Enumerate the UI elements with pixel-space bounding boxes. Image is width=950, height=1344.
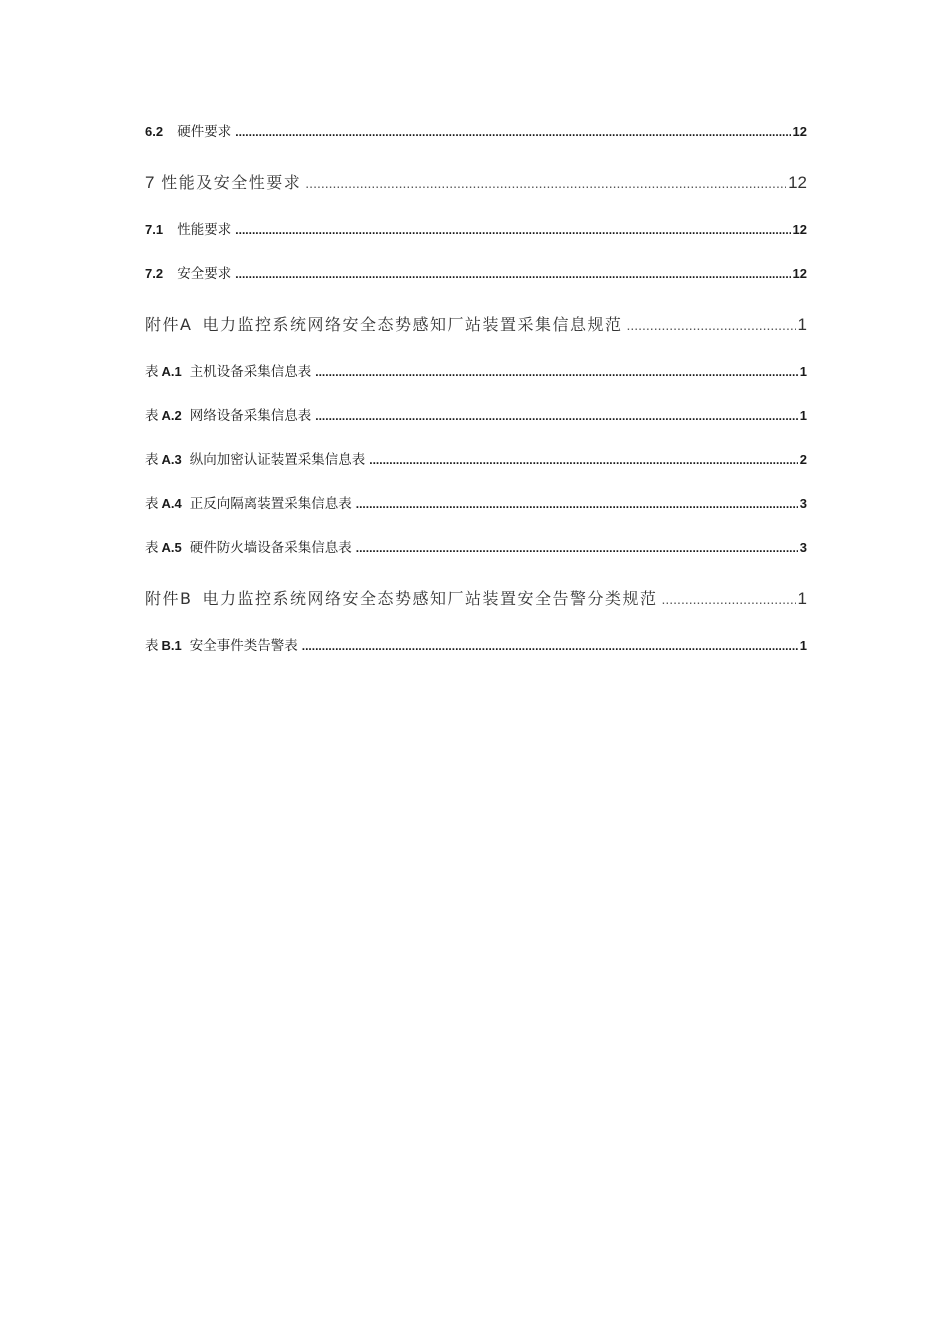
toc-entry-page: 1	[797, 589, 807, 608]
toc-entry-number: 附件B	[145, 589, 193, 608]
toc-entry-number	[145, 448, 182, 468]
table-label: 表	[145, 496, 159, 512]
toc-entry-page: 12	[792, 266, 807, 281]
toc-entry-title: 硬件防火墙设备采集信息表	[189, 540, 352, 556]
table-label: 表	[145, 408, 159, 424]
table-code: A.2	[161, 408, 182, 423]
table-label: 表	[145, 540, 159, 556]
toc-entry-number	[145, 634, 182, 654]
toc-entry-page: 1	[799, 364, 807, 379]
toc-entry-number: 7	[145, 173, 155, 192]
toc-entry-title: 安全要求	[177, 266, 232, 282]
dot-leader	[235, 223, 790, 237]
table-code: A.4	[161, 496, 182, 511]
toc-entry-page: 12	[792, 222, 807, 237]
table-code: B.1	[161, 638, 182, 653]
toc-entry-6-2[interactable]	[145, 120, 807, 140]
toc-entry-table-a3[interactable]	[145, 448, 807, 468]
table-label: 表	[145, 452, 159, 468]
dot-leader	[315, 409, 798, 423]
toc-entry-page: 1	[799, 638, 807, 653]
toc-entry-page: 3	[799, 540, 807, 555]
table-label: 表	[145, 638, 159, 654]
toc-entry-title: 主机设备采集信息表	[189, 364, 312, 380]
toc-entry-number: 附件A	[145, 315, 193, 334]
toc-entry-7[interactable]	[145, 170, 807, 193]
toc-entry-table-b1[interactable]	[145, 634, 807, 654]
toc-entry-title: 电力监控系统网络安全态势感知厂站装置采集信息规范	[202, 315, 623, 334]
toc-entry-table-a1[interactable]	[145, 360, 807, 380]
toc-entry-number: 6.2	[145, 124, 164, 139]
table-code: A.5	[161, 540, 182, 555]
toc-entry-page: 12	[788, 173, 807, 192]
toc-entry-page: 12	[792, 124, 807, 139]
dot-leader	[302, 639, 798, 653]
toc-entry-title: 正反向隔离装置采集信息表	[189, 496, 352, 512]
toc-entry-page: 1	[797, 315, 807, 334]
toc-entry-page: 3	[799, 496, 807, 511]
dot-leader	[662, 591, 796, 607]
toc-entry-number	[145, 536, 182, 556]
toc-entry-title: 网络设备采集信息表	[189, 408, 312, 424]
dot-leader	[356, 541, 798, 555]
dot-leader	[626, 317, 795, 333]
toc-entry-number	[145, 404, 182, 424]
dot-leader	[315, 365, 798, 379]
dot-leader	[305, 175, 786, 191]
table-code: A.1	[161, 364, 182, 379]
toc-entry-table-a5[interactable]	[145, 536, 807, 556]
toc-entry-table-a4[interactable]	[145, 492, 807, 512]
dot-leader	[356, 497, 798, 511]
toc-entry-title: 电力监控系统网络安全态势感知厂站装置安全告警分类规范	[202, 589, 658, 608]
toc-entry-title: 纵向加密认证装置采集信息表	[189, 452, 366, 468]
toc-entry-page: 1	[799, 408, 807, 423]
toc-entry-title: 性能要求	[177, 222, 232, 238]
toc-entry-title: 性能及安全性要求	[161, 173, 302, 192]
dot-leader	[235, 125, 790, 139]
toc-entry-7-2[interactable]	[145, 262, 807, 282]
toc-entry-table-a2[interactable]	[145, 404, 807, 424]
dot-leader	[369, 453, 798, 467]
toc-entry-7-1[interactable]	[145, 218, 807, 238]
toc-entry-number: 7.2	[145, 266, 164, 281]
table-code: A.3	[161, 452, 182, 467]
toc-entry-number	[145, 492, 182, 512]
toc-entry-number	[145, 360, 182, 380]
toc-entry-appendix-b[interactable]	[145, 586, 807, 609]
table-label: 表	[145, 364, 159, 380]
dot-leader	[235, 267, 790, 281]
toc-entry-page: 2	[799, 452, 807, 467]
toc-entry-appendix-a[interactable]	[145, 312, 807, 335]
toc-entry-title: 硬件要求	[177, 124, 232, 140]
toc-entry-title: 安全事件类告警表	[189, 638, 298, 654]
toc-entry-number: 7.1	[145, 222, 164, 237]
